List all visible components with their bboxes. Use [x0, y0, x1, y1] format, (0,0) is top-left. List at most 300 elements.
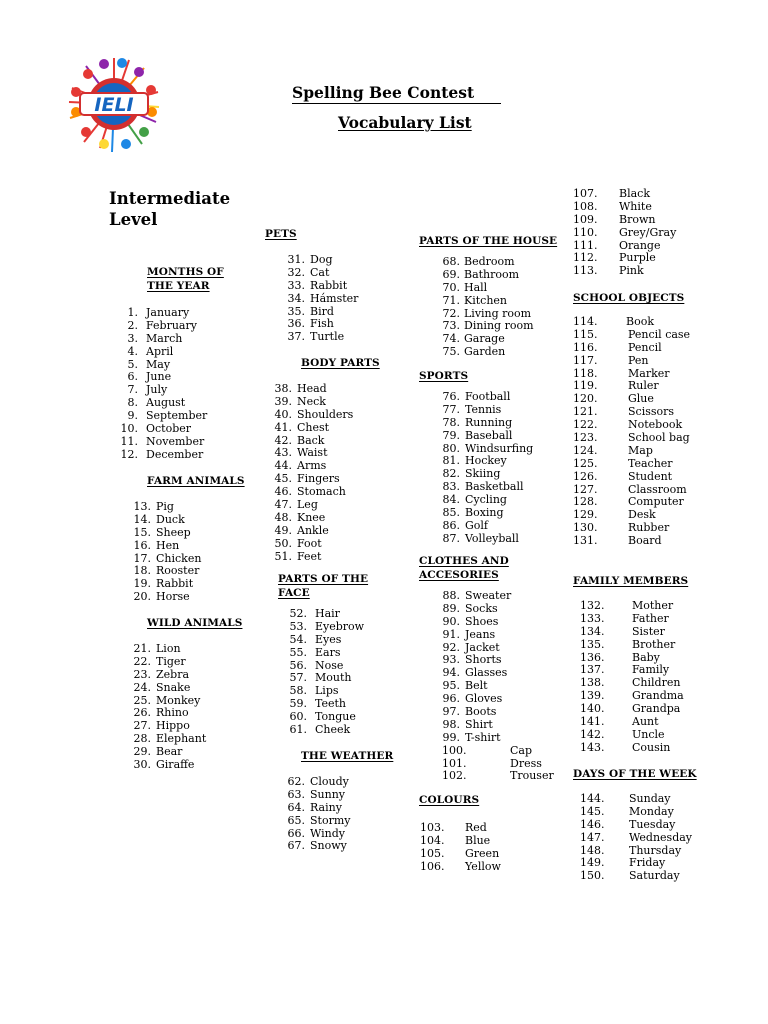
item-number: 149. [580, 856, 605, 870]
item-number: 129. [573, 508, 598, 522]
item-word: October [146, 422, 192, 436]
item-word: Eyes [315, 632, 342, 646]
item-word: Hair [315, 607, 340, 620]
section-heading-line: WILD ANIMALS [147, 617, 243, 629]
item-number: 42. [274, 433, 292, 447]
item-number: 135. [580, 637, 605, 651]
item-word: Red [465, 821, 487, 834]
item-word: Shoes [465, 614, 499, 628]
item-number: 35. [287, 304, 305, 318]
item-number: 8. [127, 396, 138, 410]
item-word: Volleyball [465, 531, 519, 545]
item-word: Tongue [315, 710, 356, 724]
item-number: 112. [573, 251, 598, 265]
item-number: 11. [120, 434, 138, 448]
item-word: Back [297, 433, 325, 447]
item-word: Bird [310, 304, 334, 318]
item-word: Teacher [628, 456, 673, 470]
section-heading-line: MONTHS OF [147, 266, 224, 278]
item-word: Ankle [297, 523, 329, 537]
item-number: 5. [127, 357, 138, 371]
item-number: 104. [420, 833, 445, 847]
item-number: 57. [289, 671, 307, 685]
item-word: Gloves [465, 692, 503, 706]
logo-text: IELI [94, 94, 134, 116]
item-word: Sister [632, 624, 665, 638]
item-word: Garage [464, 332, 505, 346]
item-word: February [146, 318, 197, 332]
item-word: Dining room [464, 319, 534, 333]
item-word: Cloudy [310, 775, 349, 788]
item-word: November [146, 434, 205, 448]
item-word: Hippo [156, 719, 190, 733]
item-number: 14. [133, 512, 151, 526]
item-number: 69. [442, 267, 460, 281]
item-number: 56. [289, 658, 307, 672]
item-number: 117. [573, 353, 598, 367]
item-number: 91. [442, 627, 460, 641]
item-number: 87. [442, 531, 460, 545]
item-number: 113. [573, 264, 598, 278]
item-word: Football [465, 390, 511, 403]
item-word: Pen [628, 353, 649, 367]
section-heading-line: PETS [265, 228, 297, 240]
item-number: 108. [573, 199, 598, 213]
item-word: Knee [297, 510, 326, 524]
item-word: Map [628, 443, 653, 457]
item-number: 80. [442, 441, 460, 455]
item-number: 27. [133, 719, 151, 733]
item-word: Jeans [465, 627, 496, 641]
item-word: Turtle [310, 330, 345, 344]
item-word: Grandpa [632, 702, 681, 716]
item-word: Tuesday [629, 817, 676, 831]
item-word: Duck [156, 512, 185, 526]
section-heading-school [573, 291, 684, 305]
item-number: 12. [120, 447, 138, 461]
item-number: 150. [580, 869, 605, 883]
section-heading-wild [147, 616, 242, 630]
item-word: Ears [315, 645, 341, 659]
item-number: 127. [573, 482, 598, 496]
item-number: 37. [287, 330, 305, 344]
item-word: Glasses [465, 666, 508, 680]
item-word: Glue [628, 392, 654, 406]
item-number: 103. [420, 821, 445, 834]
item-word: Sheep [156, 525, 191, 539]
section-heading-line: ACCESORIES [419, 569, 499, 581]
item-word: Foot [297, 536, 322, 550]
ieli-logo [68, 56, 160, 164]
section-heading-line: SPORTS [419, 370, 469, 382]
item-number: 47. [274, 498, 292, 512]
item-number: 26. [133, 706, 151, 720]
section-heading-line: THE YEAR [147, 280, 210, 292]
item-word: Windsurfing [465, 441, 534, 455]
item-number: 39. [274, 394, 292, 408]
contest-title: Spelling Bee Contest [292, 83, 501, 104]
item-word: Feet [297, 549, 322, 563]
item-word: Shirt [465, 717, 493, 731]
item-word: Cap [510, 743, 533, 757]
item-word: Hámster [310, 291, 359, 305]
section-heading-line: PARTS OF THE [278, 573, 369, 585]
item-word: Baseball [465, 428, 513, 442]
item-number: 85. [442, 506, 460, 520]
item-number: 43. [274, 446, 292, 460]
item-number: 116. [573, 340, 598, 354]
item-number: 22. [133, 654, 151, 668]
item-number: 82. [442, 467, 460, 481]
item-word: Hockey [465, 454, 507, 468]
item-number: 134. [580, 624, 605, 638]
item-word: Giraffe [156, 758, 195, 772]
item-number: 4. [127, 344, 138, 358]
item-word: Tiger [156, 654, 186, 668]
item-word: Belt [465, 679, 488, 693]
item-number: 131. [573, 534, 598, 548]
item-number: 24. [133, 680, 151, 694]
item-word: Thursday [629, 843, 682, 857]
item-number: 100. [442, 743, 467, 757]
level-heading [109, 188, 230, 230]
item-word: Rabbit [156, 577, 194, 591]
section-heading-sports [419, 369, 468, 383]
item-word: Rainy [310, 800, 342, 814]
item-number: 130. [573, 521, 598, 535]
item-number: 64. [287, 800, 305, 814]
level-line-2: Level [109, 210, 158, 229]
section-heading-weather [301, 749, 393, 763]
item-word: Scissors [628, 405, 675, 419]
item-number: 111. [573, 238, 598, 252]
item-word: Pencil [628, 340, 662, 354]
item-number: 136. [580, 650, 605, 664]
item-number: 21. [133, 642, 151, 655]
item-number: 53. [289, 619, 307, 633]
item-word: Sweater [465, 589, 512, 602]
item-word: Fingers [297, 472, 340, 486]
section-heading-clothes [419, 554, 509, 582]
vocabulary-list-title: Vocabulary List [338, 113, 472, 132]
item-word: Pencil case [628, 327, 691, 341]
item-number: 20. [133, 590, 151, 604]
item-number: 19. [133, 577, 151, 591]
item-word: Trouser [510, 769, 554, 783]
item-number: 125. [573, 456, 598, 470]
item-word: T-shirt [465, 730, 501, 744]
item-word: Grey/Gray [619, 225, 677, 239]
item-word: Skiing [465, 467, 501, 481]
section-heading-line: FARM ANIMALS [147, 475, 245, 487]
item-word: Sunny [310, 787, 346, 801]
item-word: Rabbit [310, 278, 348, 292]
item-word: Stormy [310, 813, 351, 827]
item-number: 121. [573, 405, 598, 419]
item-number: 89. [442, 601, 460, 615]
item-word: Cousin [632, 740, 671, 754]
section-heading-body [301, 356, 380, 370]
section-heading-family [573, 574, 688, 588]
item-number: 146. [580, 817, 605, 831]
item-word: Cycling [465, 493, 507, 507]
item-word: Snowy [310, 839, 347, 853]
item-word: Windy [310, 826, 345, 840]
item-word: Brown [619, 212, 656, 226]
item-word: Sunday [629, 792, 671, 805]
item-number: 2. [127, 318, 138, 332]
item-number: 143. [580, 740, 605, 754]
item-number: 9. [127, 409, 138, 423]
item-number: 74. [442, 332, 460, 346]
item-word: Pig [156, 500, 174, 513]
item-number: 110. [573, 225, 598, 239]
item-word: Brother [632, 637, 676, 651]
item-word: Monday [629, 804, 674, 818]
item-word: June [146, 370, 172, 384]
item-word: Boxing [465, 506, 504, 520]
item-number: 61. [289, 723, 307, 737]
item-word: Grandma [632, 689, 684, 703]
item-number: 90. [442, 614, 460, 628]
item-word: September [146, 409, 208, 423]
item-word: March [146, 331, 183, 345]
section-heading-farm [147, 474, 245, 488]
item-number: 142. [580, 727, 605, 741]
section-heading-days [573, 767, 697, 781]
item-number: 123. [573, 431, 598, 445]
item-number: 106. [420, 859, 445, 873]
item-word: Bedroom [464, 255, 515, 268]
item-number: 66. [287, 826, 305, 840]
item-number: 28. [133, 732, 151, 746]
item-word: Aunt [632, 715, 659, 729]
item-number: 99. [442, 730, 460, 744]
item-word: Computer [628, 495, 684, 509]
item-word: Boots [465, 705, 497, 719]
section-heading-line: CLOTHES AND [419, 555, 509, 567]
section-heading-line: PARTS OF THE HOUSE [419, 235, 558, 247]
item-number: 45. [274, 472, 292, 486]
item-number: 49. [274, 523, 292, 537]
item-word: Neck [297, 394, 326, 408]
item-number: 141. [580, 715, 605, 729]
section-heading-months [147, 265, 224, 293]
item-number: 23. [133, 667, 151, 681]
item-word: Hall [464, 280, 488, 294]
item-number: 122. [573, 418, 598, 432]
item-word: December [146, 447, 204, 461]
item-word: Ruler [628, 379, 659, 393]
item-word: Wednesday [629, 830, 693, 844]
item-word: Horse [156, 590, 190, 604]
item-number: 147. [580, 830, 605, 844]
item-word: Lips [315, 684, 339, 698]
item-number: 124. [573, 443, 598, 457]
section-heading-line: SCHOOL OBJECTS [573, 292, 685, 304]
item-word: Dog [310, 253, 333, 266]
item-number: 145. [580, 804, 605, 818]
section-heading-pets [265, 227, 297, 241]
item-word: Family [632, 663, 670, 677]
item-word: Nose [315, 658, 344, 672]
item-number: 95. [442, 679, 460, 693]
item-word: Children [632, 676, 681, 690]
item-number: 25. [133, 693, 151, 707]
item-word: Pink [619, 264, 644, 278]
item-word: Elephant [156, 732, 207, 746]
item-number: 76. [442, 390, 460, 403]
item-word: Yellow [465, 859, 501, 873]
item-number: 109. [573, 212, 598, 226]
item-number: 72. [442, 306, 460, 320]
item-number: 59. [289, 697, 307, 711]
item-number: 148. [580, 843, 605, 857]
item-number: 46. [274, 485, 292, 499]
item-word: Bathroom [464, 267, 520, 281]
item-word: Black [619, 187, 650, 200]
item-word: Lion [156, 642, 181, 655]
item-word: Basketball [465, 480, 524, 494]
item-word: Monkey [156, 693, 201, 707]
item-word: April [146, 344, 174, 358]
item-number: 128. [573, 495, 598, 509]
item-word: Shoulders [297, 407, 354, 421]
item-number: 18. [133, 564, 151, 578]
item-word: Mother [632, 599, 674, 612]
item-word: Classroom [628, 482, 687, 496]
item-word: Snake [156, 680, 191, 694]
item-number: 6. [127, 370, 138, 384]
item-word: Mouth [315, 671, 352, 685]
section-heading-colours [419, 793, 479, 807]
item-number: 67. [287, 839, 305, 853]
item-number: 140. [580, 702, 605, 716]
item-word: Saturday [629, 869, 680, 883]
item-number: 126. [573, 469, 598, 483]
item-number: 79. [442, 428, 460, 442]
item-word: Running [465, 415, 513, 429]
item-number: 96. [442, 692, 460, 706]
item-number: 115. [573, 327, 598, 341]
item-word: Orange [619, 238, 661, 252]
item-number: 81. [442, 454, 460, 468]
item-word: Living room [464, 306, 532, 320]
item-number: 33. [287, 278, 305, 292]
item-word: Uncle [632, 727, 665, 741]
item-word: July [146, 383, 168, 397]
item-word: May [146, 357, 171, 371]
item-word: Tennis [465, 402, 502, 416]
item-word: Book [626, 315, 654, 328]
item-word: Baby [632, 650, 660, 664]
item-word: Kitchen [464, 293, 507, 307]
item-word: Purple [619, 251, 656, 265]
item-word: Student [628, 469, 673, 483]
item-word: Chicken [156, 551, 202, 565]
item-number: 58. [289, 684, 307, 698]
item-word: Father [632, 611, 669, 625]
item-number: 88. [442, 589, 460, 602]
item-number: 62. [287, 775, 305, 788]
item-number: 63. [287, 787, 305, 801]
item-word: Arms [297, 459, 327, 473]
item-number: 98. [442, 717, 460, 731]
item-number: 44. [274, 459, 292, 473]
item-word: Shorts [465, 653, 502, 667]
item-number: 118. [573, 366, 598, 380]
item-number: 41. [274, 420, 292, 434]
item-number: 105. [420, 846, 445, 860]
item-word: Stomach [297, 485, 346, 499]
item-word: Green [465, 846, 500, 860]
item-number: 13. [133, 500, 151, 513]
item-number: 38. [274, 382, 292, 395]
item-word: Waist [297, 446, 328, 460]
ieli-logo-graphic [68, 56, 160, 164]
item-number: 32. [287, 265, 305, 279]
item-word: Friday [629, 856, 666, 870]
section-heading-line: BODY PARTS [301, 357, 380, 369]
item-number: 83. [442, 480, 460, 494]
item-word: Socks [465, 601, 498, 615]
item-number: 31. [287, 253, 305, 266]
item-number: 36. [287, 317, 305, 331]
section-heading-line: FACE [278, 587, 310, 599]
item-number: 75. [442, 345, 460, 359]
item-number: 119. [573, 379, 598, 393]
item-number: 7. [127, 383, 138, 397]
item-number: 68. [442, 255, 460, 268]
item-number: 17. [133, 551, 151, 565]
item-number: 93. [442, 653, 460, 667]
item-word: Rhino [156, 706, 189, 720]
item-number: 84. [442, 493, 460, 507]
item-number: 34. [287, 291, 305, 305]
item-number: 120. [573, 392, 598, 406]
item-word: Marker [628, 366, 670, 380]
item-word: Cheek [315, 723, 351, 737]
item-word: Rubber [628, 521, 670, 535]
item-word: School bag [628, 431, 690, 445]
section-heading-line: COLOURS [419, 794, 480, 806]
item-number: 50. [274, 536, 292, 550]
item-word: White [619, 199, 652, 213]
item-word: August [146, 396, 186, 410]
item-number: 133. [580, 611, 605, 625]
item-number: 132. [580, 599, 605, 612]
item-word: Dress [510, 756, 542, 770]
item-number: 77. [442, 402, 460, 416]
item-word: Cat [310, 265, 330, 279]
item-word: Desk [628, 508, 656, 522]
item-number: 107. [573, 187, 598, 200]
section-heading-line: THE WEATHER [301, 750, 394, 762]
item-number: 1. [127, 306, 138, 319]
level-line-1: Intermediate [109, 189, 231, 208]
item-number: 16. [133, 538, 151, 552]
section-heading-line: DAYS OF THE WEEK [573, 768, 697, 780]
section-heading-house [419, 234, 557, 248]
item-word: Fish [310, 317, 334, 331]
item-word: Leg [297, 498, 318, 512]
item-number: 94. [442, 666, 460, 680]
item-number: 101. [442, 756, 467, 770]
item-number: 114. [573, 315, 598, 328]
item-number: 144. [580, 792, 605, 805]
item-word: Zebra [156, 667, 190, 681]
item-word: Jacket [465, 640, 500, 654]
